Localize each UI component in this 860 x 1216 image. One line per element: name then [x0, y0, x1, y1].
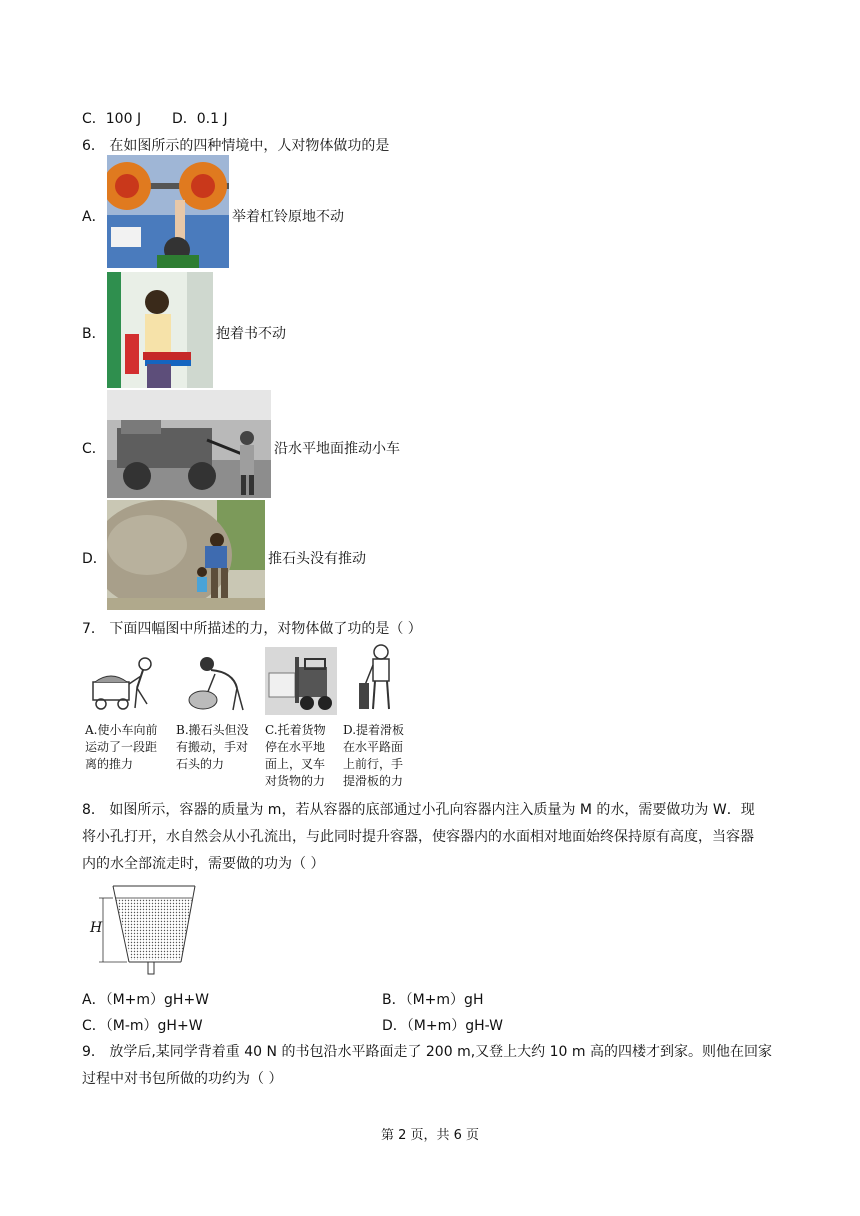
- cart-photo: [107, 390, 271, 498]
- q6-option-c-text: 沿水平地面推动小车: [274, 441, 400, 457]
- q7-caption-c: C.托着货物 停在水平地 面上，叉车 对货物的力: [265, 723, 326, 788]
- q6-option-d-text: 推石头没有推动: [268, 551, 366, 567]
- page-number: 第 2 页，共 6 页: [380, 1128, 480, 1143]
- q8-option-d: D．（M+m）gH-W: [382, 1018, 503, 1034]
- q7-caption-b: B.搬石头但没 有搬动，手对 石头的力: [176, 723, 249, 771]
- barbell-photo: [107, 155, 229, 268]
- q8-line-1: 8． 如图所示，容器的质量为 m，若从容器的底部通过小孔向容器内注入质量为 M 的水，需要做功为 W．现: [82, 802, 755, 818]
- forklift-photo: [265, 647, 337, 715]
- pushing-cart-drawing: [87, 652, 167, 714]
- q5-option-d: D．0.1 J: [172, 111, 228, 127]
- q8-option-c: C．（M-m）gH+W: [82, 1018, 203, 1034]
- q6-option-c-letter: C．: [82, 441, 106, 457]
- q6-option-b-text: 抱着书不动: [216, 326, 286, 342]
- q5-option-c: C．100 J: [82, 111, 142, 127]
- q9-line-1: 9． 放学后,某同学背着重 40 N 的书包沿水平路面走了 200 m,又登上大约 10 m 高的四楼才到家。则他在回家: [82, 1044, 772, 1060]
- q8-line-2: 将小孔打开，水自然会从小孔流出，与此同时提升容器，使容器内的水面相对地面始终保持原有高度，当容器: [82, 829, 754, 845]
- container-diagram: [85, 878, 201, 978]
- q6-option-d-letter: D．: [82, 551, 107, 567]
- q8-option-b: B．（M+m）gH: [382, 992, 484, 1008]
- q9-line-2: 过程中对书包所做的功约为（ ）: [82, 1071, 283, 1087]
- books-photo: [107, 272, 213, 388]
- lifting-stone-drawing: [177, 652, 257, 714]
- q8-line-3: 内的水全部流走时，需要做的功为（ ）: [82, 856, 325, 872]
- q7-question: 7． 下面四幅图中所描述的力，对物体做了功的是（ ）: [82, 621, 422, 637]
- q6-question: 6． 在如图所示的四种情境中，人对物体做功的是: [82, 138, 390, 154]
- rock-photo: [107, 500, 265, 610]
- q7-caption-d: D.提着滑板 在水平路面 上前行，手 提滑板的力: [343, 723, 405, 788]
- q8-option-a: A．（M+m）gH+W: [82, 992, 210, 1008]
- q6-option-b-letter: B．: [82, 326, 106, 342]
- q6-option-a-text: 举着杠铃原地不动: [232, 209, 344, 225]
- height-label: H: [90, 920, 103, 936]
- skateboard-drawing: [355, 643, 405, 715]
- q6-option-a-letter: A．: [82, 209, 106, 225]
- q7-caption-a: A.使小车向前 运动了一段距 离的推力: [85, 723, 158, 771]
